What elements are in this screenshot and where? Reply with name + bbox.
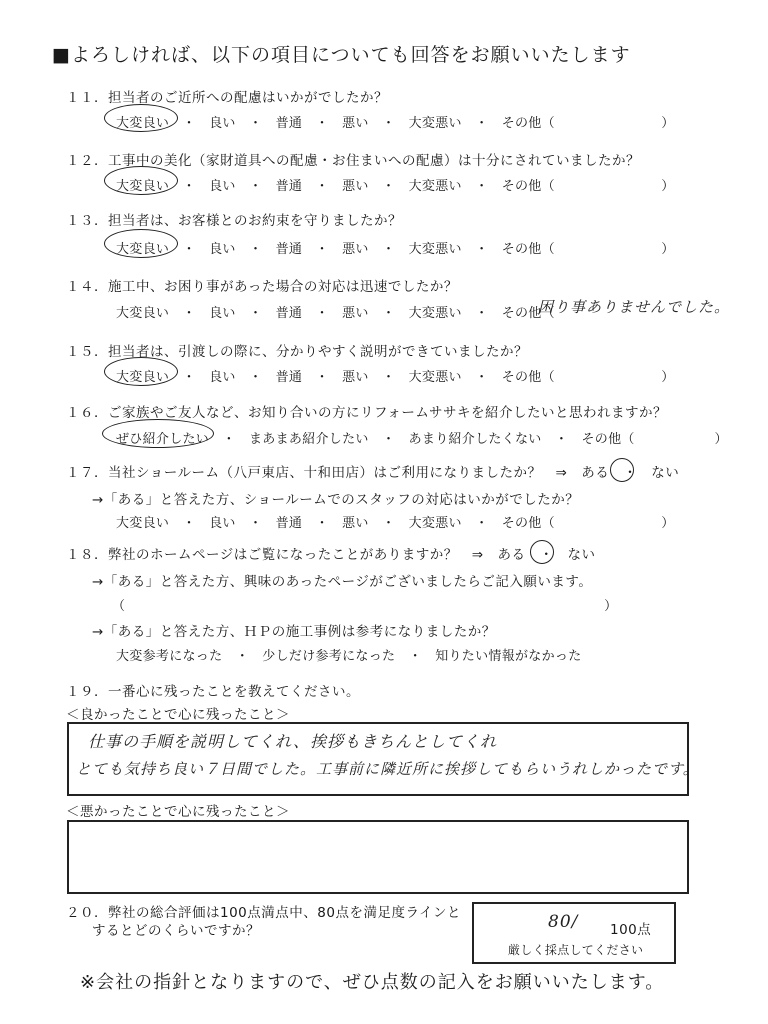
question-14: １４．施工中、お困り事があった場合の対応は迅速でしたか？ [66,279,458,295]
question-18-blank: （ ） [112,599,618,614]
answer-circle-12 [104,166,178,195]
question-18: １８．弊社のホームページはご覧になったことがありますか？ ⇒ ある ・ ない [66,547,596,563]
question-20-line-1: ２０．弊社の総合評価は100点満点中、80点を満足度ラインと [66,905,462,921]
question-17: １７．当社ショールーム（八戸東店、十和田店）はご利用になりましたか？ ⇒ ある ・ ない [66,465,680,481]
question-18-followup-1: →「ある」と答えた方、興味のあったページがございましたらご記入願います。 [92,574,593,590]
options-15: 大変良い ・ 良い ・ 普通 ・ 悪い ・ 大変悪い ・ その他（ ） [116,370,675,385]
bad-memory-box [67,820,689,894]
answer-circle-17 [610,458,634,482]
options-13: 大変良い ・ 良い ・ 普通 ・ 悪い ・ 大変悪い ・ その他（ ） [116,242,675,257]
question-19: １９．一番心に残ったことを教えてください。 [66,684,360,700]
handwritten-answer-14: 困り事ありませんでした。 [538,298,731,316]
question-11: １１．担当者のご近所への配慮はいかがでしたか？ [66,90,388,106]
options-11: 大変良い ・ 良い ・ 普通 ・ 悪い ・ 大変悪い ・ その他（ ） [116,116,675,131]
answer-circle-18 [530,540,554,564]
options-18: 大変参考になった ・ 少しだけ参考になった ・ 知りたい情報がなかった [116,649,582,664]
question-17-followup: →「ある」と答えた方、ショールームでのスタッフの対応はいかがでしたか？ [92,492,580,508]
good-memory-label: ＜良かったことで心に残ったこと＞ [66,707,290,723]
score-max: 100点 [610,922,652,938]
page-heading: ■よろしければ、以下の項目についても回答をお願いいたします [52,44,631,66]
score-note: 厳しく採点してください [508,943,644,957]
question-15: １５．担当者は、引渡しの際に、分かりやすく説明ができていましたか？ [66,344,528,360]
bad-memory-label: ＜悪かったことで心に残ったこと＞ [66,804,290,820]
options-16: ぜひ紹介したい ・ まあまあ紹介したい ・ あまり紹介したくない ・ その他（ ） [116,432,728,447]
score-handwritten: 80/ [548,912,579,932]
question-18-followup-2: →「ある」と答えた方、ＨＰの施工事例は参考になりましたか？ [92,624,496,640]
good-memory-line-1: 仕事の手順を説明してくれ、挨拶もきちんとしてくれ [88,732,497,751]
answer-circle-15 [104,357,178,386]
question-13: １３．担当者は、お客様とのお約束を守りましたか？ [66,213,402,229]
options-14: 大変良い ・ 良い ・ 普通 ・ 悪い ・ 大変悪い ・ その他（ [116,306,555,321]
question-20-line-2: するとどのくらいですか？ [92,923,260,939]
answer-circle-13 [104,229,178,258]
question-12: １２．工事中の美化（家財道具への配慮・お住まいへの配慮）は十分にされていましたか？ [66,153,640,169]
footer-note: ※会社の指針となりますので、ぜひ点数の記入をお願いいたします。 [80,972,665,993]
answer-circle-11 [104,104,178,132]
options-17: 大変良い ・ 良い ・ 普通 ・ 悪い ・ 大変悪い ・ その他（ ） [116,516,675,531]
answer-circle-16 [102,419,214,448]
good-memory-line-2: とても気持ち良い７日間でした。工事前に隣近所に挨拶してもらいうれしかったです。 [76,760,699,778]
options-12: 大変良い ・ 良い ・ 普通 ・ 悪い ・ 大変悪い ・ その他（ ） [116,179,675,194]
question-16: １６．ご家族やご友人など、お知り合いの方にリフォームササキを紹介したいと思われますか？ [66,405,668,421]
